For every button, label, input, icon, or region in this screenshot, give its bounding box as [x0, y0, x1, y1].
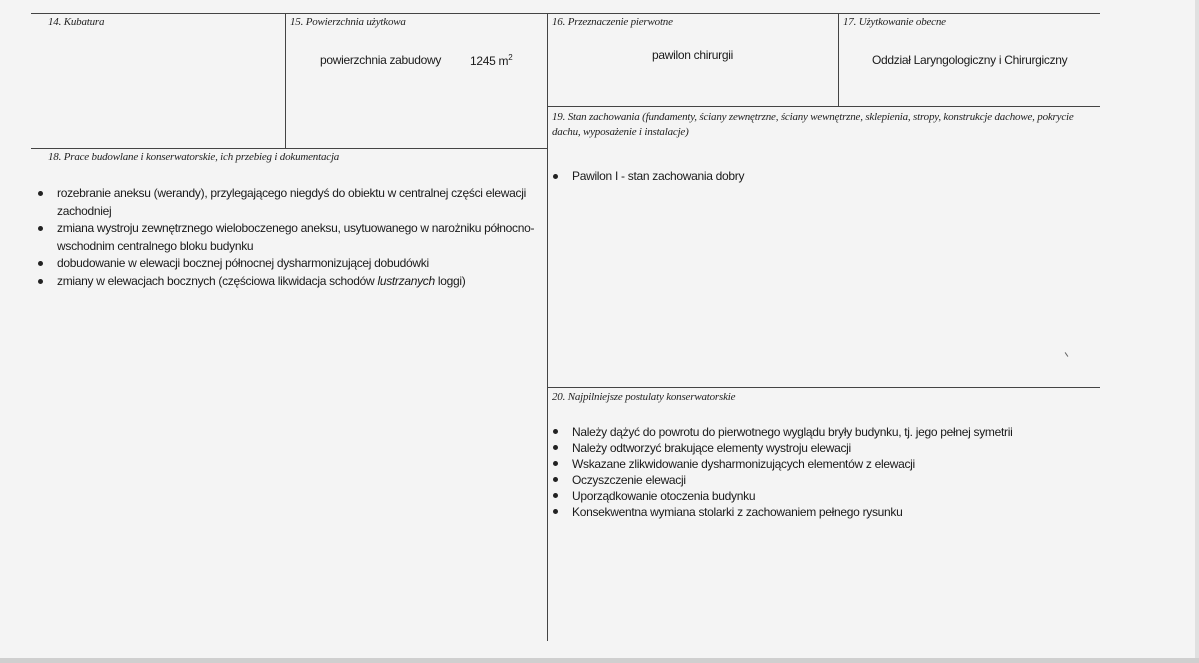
scan-edge-right: [1195, 0, 1199, 663]
field-17-label: 17. Użytkowanie obecne: [843, 16, 946, 28]
list-item: dobudowanie w elewacji bocznej północnej dysharmonizującej dobudówki: [33, 255, 543, 273]
line-above-20: [547, 387, 1100, 388]
built-up-area-value: 1245 $m^2$: [470, 53, 513, 68]
list-item: Pawilon I - stan zachowania dobry: [548, 168, 1068, 186]
list-item: Wskazane zlikwidowanie dysharmonizujących elementów z elewacji: [548, 456, 1088, 472]
divider-14-15: [285, 13, 286, 148]
line-above-19: [547, 106, 1100, 107]
field-15-label: 15. Powierzchnia użytkowa: [290, 16, 406, 28]
divider-16-17: [838, 13, 839, 106]
original-purpose-value: pawilon chirurgii: [652, 48, 733, 62]
field-14-label: 14. Kubatura: [48, 16, 105, 28]
divider-center: [547, 13, 548, 641]
field-16-label: 16. Przeznaczenie pierwotne: [552, 16, 673, 28]
scan-edge-bottom: [0, 658, 1199, 663]
list-item: Uporządkowanie otoczenia budynku: [548, 488, 1088, 504]
built-up-area-key: powierzchnia zabudowy: [320, 53, 442, 67]
current-use-value: Oddział Laryngologiczny i Chirurgiczny: [872, 53, 1068, 67]
list-item: Konsekwentna wymiana stolarki z zachowaniem pełnego rysunku: [548, 504, 1088, 520]
list-item: zmiana wystroju zewnętrznego wieloboczenego aneksu, usytuowanego w narożniku północno-wschodnim centralnego bloku budynku: [33, 220, 543, 255]
top-border: [31, 13, 1100, 14]
scan-speck: [1065, 352, 1069, 357]
list-item: zmiany w elewacjach bocznych (częściowa likwidacja schodów lustrzanych loggi): [33, 273, 543, 291]
field-18-label: 18. Prace budowlane i konserwatorskie, ich przebieg i dokumentacja: [48, 151, 340, 163]
line-above-18: [31, 148, 547, 149]
list-item: Należy dążyć do powrotu do pierwotnego wyglądu bryły budynku, tj. jego pełnej symetrii: [548, 424, 1088, 440]
list-item: Oczyszczenie elewacji: [548, 472, 1088, 488]
works-list: [33, 185, 543, 290]
field-20-label: 20. Najpilniejsze postulaty konserwatorskie: [552, 391, 736, 403]
list-item: rozebranie aneksu (werandy), przylegającego niegdyś do obiektu w centralnej części elewacji zachodniej: [33, 185, 543, 220]
list-item: Należy odtworzyć brakujące elementy wystroju elewacji: [548, 440, 1088, 456]
condition-list: [548, 168, 1068, 186]
field-19-label: 19. Stan zachowania (fundamenty, ściany zewnętrzne, ściany wewnętrzne, sklepienia, stropy, konstrukcje dachowe, pokrycie dachu, wyposażenie i instalacje): [552, 111, 1074, 138]
postulates-list: [548, 424, 1088, 520]
